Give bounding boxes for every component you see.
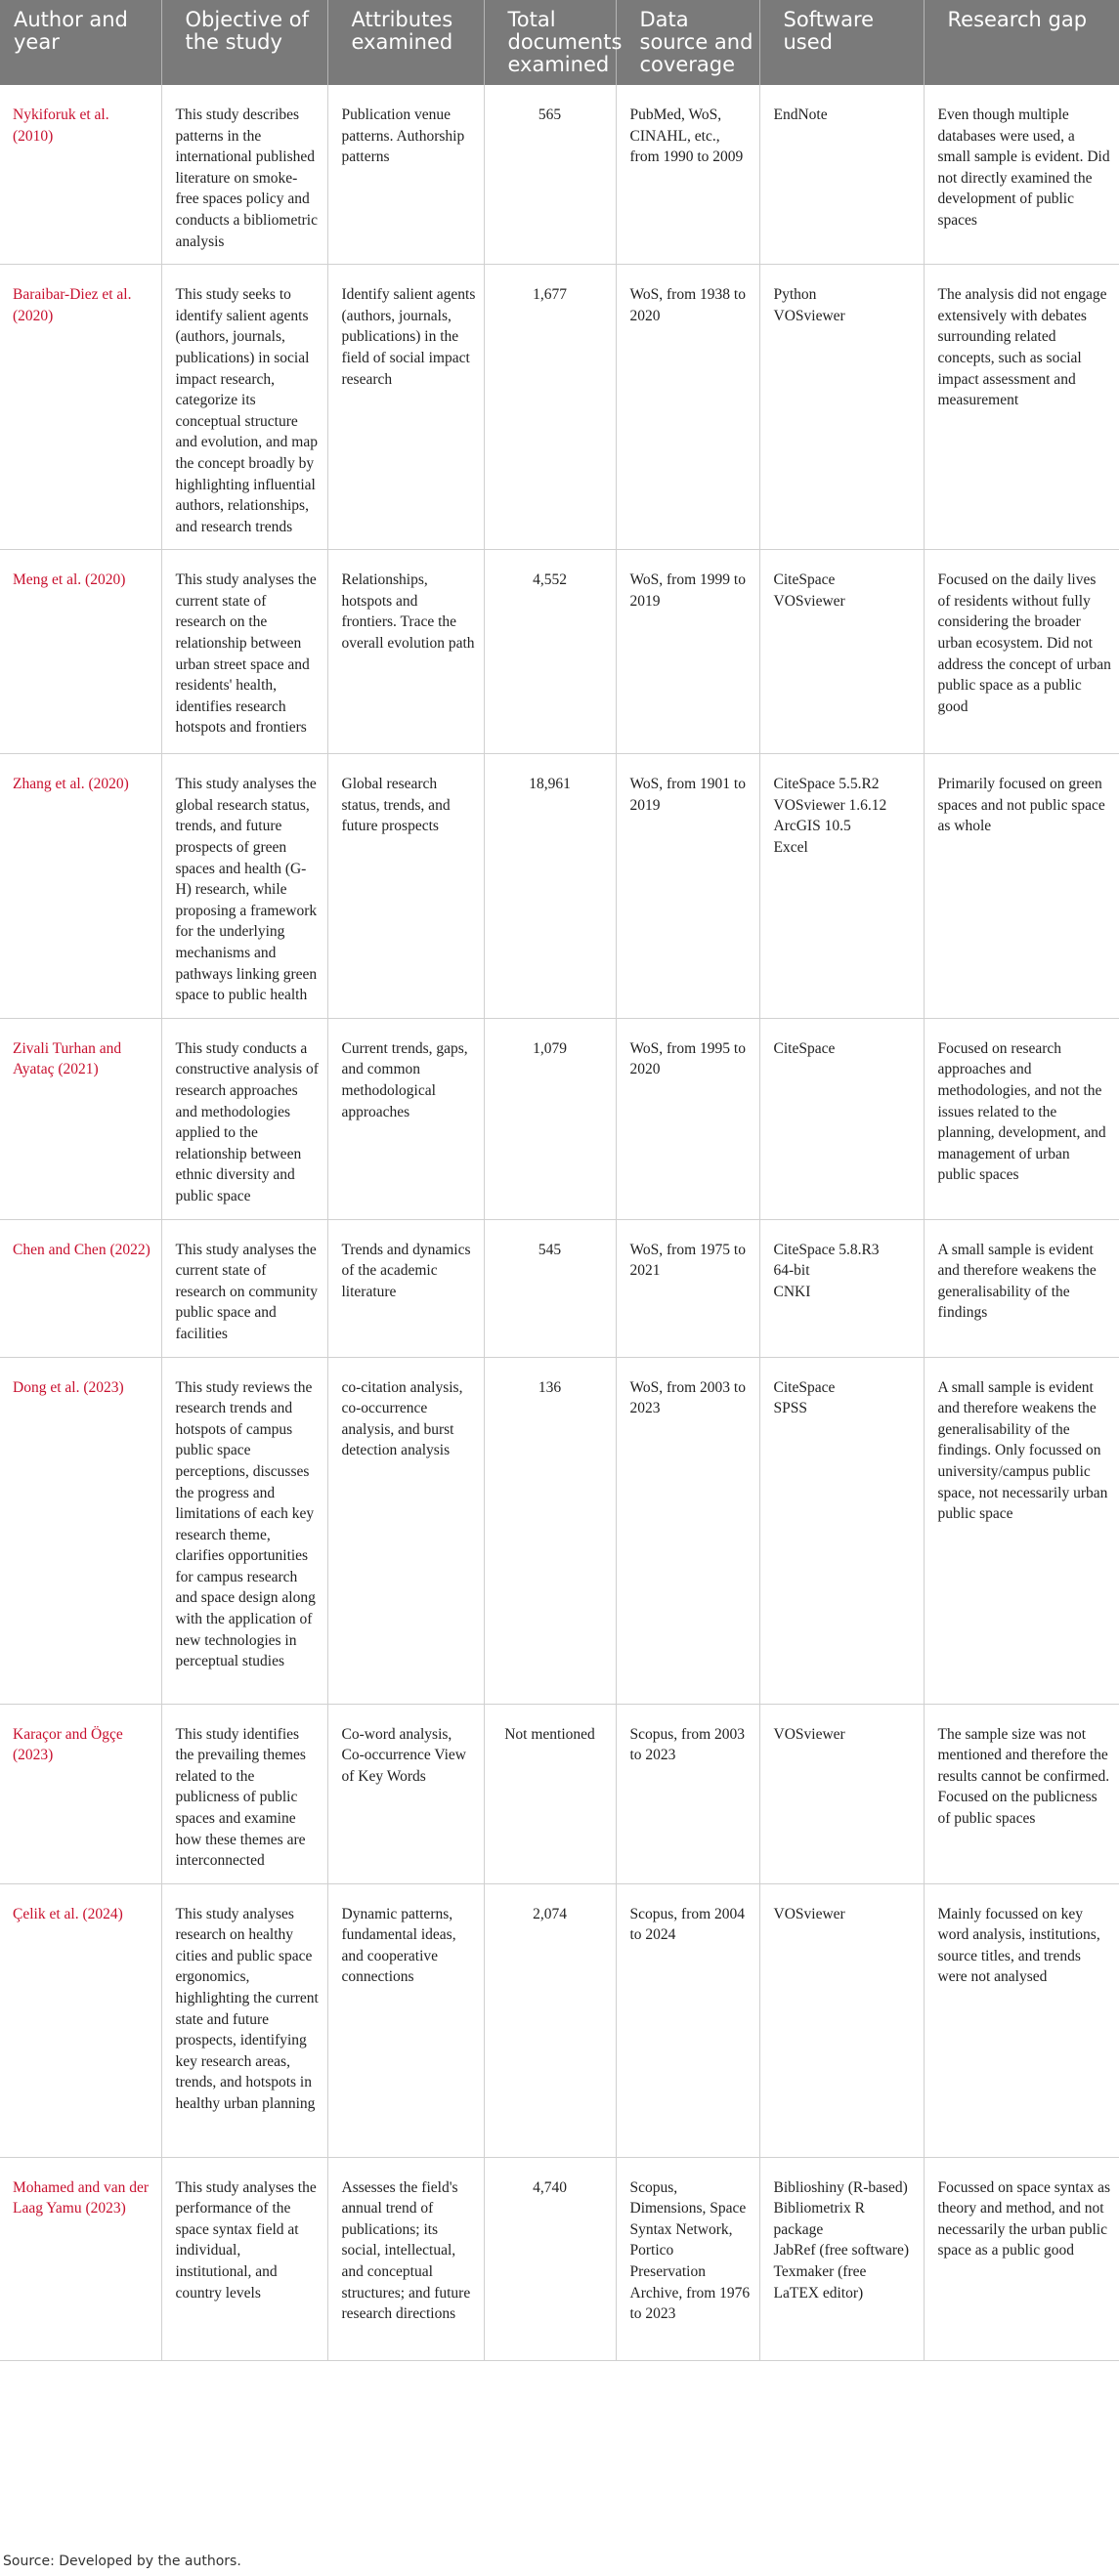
- column-header: Total documents examined: [484, 0, 616, 85]
- table-row: [0, 1357, 1119, 1704]
- total-documents-cell: 136: [484, 1357, 616, 1704]
- total-documents-cell: 4,740: [484, 2157, 616, 2360]
- total-documents-cell: 2,074: [484, 1883, 616, 2157]
- software-item: Python: [773, 286, 817, 304]
- research-gap-cell: A small sample is evident and therefore weakens the generalisability of the findings. Only focussed on university/campus public space, not necessarily urban public space: [924, 1357, 1119, 1704]
- author-citation-link[interactable]: Zhang et al. (2020): [0, 754, 161, 1019]
- software-item: VOSviewer 1.6.12: [773, 796, 887, 814]
- source-footnote: Source: Developed by the authors.: [3, 2554, 241, 2569]
- software-item: CNKI: [773, 1283, 811, 1300]
- research-gap-cell: Focussed on space syntax as theory and method, and not necessarily the urban public space as a public good: [924, 2157, 1119, 2360]
- data-source-cell: Scopus, from 2003 to 2023: [616, 1704, 759, 1883]
- total-documents-cell: 1,079: [484, 1018, 616, 1219]
- research-gap-cell: Mainly focussed on key word analysis, institutions, source titles, and trends were not analysed: [924, 1883, 1119, 2157]
- column-header: Objective of the study: [161, 0, 327, 85]
- research-gap-cell: Focused on the daily lives of residents without fully considering the broader urban ecosystem. Did not address the concept of urban public space as a public good: [924, 550, 1119, 754]
- software-item: VOSviewer: [773, 592, 845, 610]
- software-cell: [759, 1219, 924, 1357]
- attributes-cell: Current trends, gaps, and common methodological approaches: [327, 1018, 484, 1219]
- research-gap-cell: Focused on research approaches and methodologies, and not the issues related to the planning, development, and management of urban public spaces: [924, 1018, 1119, 1219]
- software-cell: [759, 754, 924, 1019]
- total-documents-cell: Not mentioned: [484, 1704, 616, 1883]
- software-item: Bibliometrix R package: [773, 2200, 865, 2238]
- attributes-cell: Co-word analysis, Co-occurrence View of Key Words: [327, 1704, 484, 1883]
- data-source-cell: WoS, from 1995 to 2020: [616, 1018, 759, 1219]
- software-item: Biblioshiny (R-based): [773, 2178, 908, 2196]
- author-citation-link[interactable]: Mohamed and van der Laag Yamu (2023): [0, 2157, 161, 2360]
- research-gap-cell: Even though multiple databases were used, a small sample is evident. Did not directly examined the development of public spaces: [924, 85, 1119, 265]
- software-item: CiteSpace: [773, 1039, 836, 1057]
- attributes-cell: Assesses the field's annual trend of publications; its social, intellectual, and conceptual structures; and future research directions: [327, 2157, 484, 2360]
- total-documents-cell: 18,961: [484, 754, 616, 1019]
- software-cell: [759, 2157, 924, 2360]
- research-gap-cell: The analysis did not engage extensively with debates surrounding related concepts, such as social impact assessment and measurement: [924, 265, 1119, 550]
- author-citation-link[interactable]: Nykiforuk et al. (2010): [0, 85, 161, 265]
- objective-cell: This study analyses research on healthy cities and public space ergonomics, highlighting the current state and future prospects, identifying key research areas, trends, and hotspots in healthy urban planning: [161, 1883, 327, 2157]
- total-documents-cell: 565: [484, 85, 616, 265]
- author-citation-link[interactable]: Chen and Chen (2022): [0, 1219, 161, 1357]
- table-row: [0, 550, 1119, 754]
- software-item: 64-bit: [773, 1262, 810, 1280]
- software-cell: [759, 550, 924, 754]
- software-cell: [759, 1704, 924, 1883]
- column-header: Author and year: [0, 0, 161, 85]
- column-header: Attributes examined: [327, 0, 484, 85]
- software-item: VOSviewer: [773, 1905, 845, 1922]
- software-item: Texmaker (free LaTEX editor): [773, 2263, 867, 2302]
- table-row: [0, 1883, 1119, 2157]
- software-item: CiteSpace: [773, 1378, 836, 1396]
- research-gap-cell: The sample size was not mentioned and therefore the results cannot be confirmed. Focused on the publicness of public spaces: [924, 1704, 1119, 1883]
- data-source-cell: Scopus, from 2004 to 2024: [616, 1883, 759, 2157]
- attributes-cell: Publication venue patterns. Authorship patterns: [327, 85, 484, 265]
- software-item: JabRef (free software): [773, 2242, 910, 2259]
- software-item: SPSS: [773, 1400, 807, 1417]
- objective-cell: This study identifies the prevailing themes related to the publicness of public spaces and examine how these themes are interconnected: [161, 1704, 327, 1883]
- total-documents-cell: 545: [484, 1219, 616, 1357]
- research-gap-cell: A small sample is evident and therefore weakens the generalisability of the findings: [924, 1219, 1119, 1357]
- data-source-cell: WoS, from 1975 to 2021: [616, 1219, 759, 1357]
- attributes-cell: Dynamic patterns, fundamental ideas, and cooperative connections: [327, 1883, 484, 2157]
- data-source-cell: WoS, from 1999 to 2019: [616, 550, 759, 754]
- software-item: EndNote: [773, 106, 828, 123]
- software-cell: [759, 85, 924, 265]
- software-item: CiteSpace 5.8.R3: [773, 1241, 880, 1258]
- data-source-cell: PubMed, WoS, CINAHL, etc., from 1990 to 2009: [616, 85, 759, 265]
- attributes-cell: Trends and dynamics of the academic literature: [327, 1219, 484, 1357]
- total-documents-cell: 4,552: [484, 550, 616, 754]
- data-source-cell: WoS, from 1938 to 2020: [616, 265, 759, 550]
- software-cell: [759, 1357, 924, 1704]
- software-cell: [759, 265, 924, 550]
- software-item: CiteSpace 5.5.R2: [773, 776, 880, 793]
- author-citation-link[interactable]: Dong et al. (2023): [0, 1357, 161, 1704]
- table-row: [0, 265, 1119, 550]
- column-header: Research gap: [924, 0, 1119, 85]
- author-citation-link[interactable]: Karaçor and Ögçe (2023): [0, 1704, 161, 1883]
- total-documents-cell: 1,677: [484, 265, 616, 550]
- objective-cell: This study seeks to identify salient agents (authors, journals, publications) in social impact research, categorize its conceptual structure and evolution, and map the concept broadly by highlighting influential authors, relationships, and research trends: [161, 265, 327, 550]
- software-cell: [759, 1018, 924, 1219]
- attributes-cell: co-citation analysis, co-occurrence analysis, and burst detection analysis: [327, 1357, 484, 1704]
- software-cell: [759, 1883, 924, 2157]
- table-row: [0, 754, 1119, 1019]
- attributes-cell: Identify salient agents (authors, journals, publications) in the field of social impact research: [327, 265, 484, 550]
- research-gap-cell: Primarily focused on green spaces and not public space as whole: [924, 754, 1119, 1019]
- table-row: [0, 85, 1119, 265]
- author-citation-link[interactable]: Meng et al. (2020): [0, 550, 161, 754]
- header-row: [0, 0, 1119, 85]
- objective-cell: This study reviews the research trends and hotspots of campus public space perceptions, discusses the progress and limitations of each key research theme, clarifies opportunities for campus research and space design along with the application of new technologies in perceptual studies: [161, 1357, 327, 1704]
- table-row: [0, 1704, 1119, 1883]
- software-item: Excel: [773, 839, 808, 857]
- objective-cell: This study conducts a constructive analysis of research approaches and methodologies applied to the relationship between ethnic diversity and public space: [161, 1018, 327, 1219]
- table-row: [0, 1018, 1119, 1219]
- objective-cell: This study analyses the current state of research on the relationship between urban street space and residents' health, identifies research hotspots and frontiers: [161, 550, 327, 754]
- objective-cell: This study analyses the current state of research on community public space and facilities: [161, 1219, 327, 1357]
- table-row: [0, 2157, 1119, 2360]
- objective-cell: This study analyses the global research status, trends, and future prospects of green spaces and health (G-H) research, while proposing a framework for the underlying mechanisms and pathways linking green space to public health: [161, 754, 327, 1019]
- software-item: VOSviewer: [773, 1725, 845, 1743]
- author-citation-link[interactable]: Zivali Turhan and Ayataç (2021): [0, 1018, 161, 1219]
- objective-cell: This study analyses the performance of the space syntax field at individual, institutional, and country levels: [161, 2157, 327, 2360]
- data-source-cell: Scopus, Dimensions, Space Syntax Network, Portico Preservation Archive, from 1976 to 2023: [616, 2157, 759, 2360]
- column-header: Data source and coverage: [616, 0, 759, 85]
- attributes-cell: Global research status, trends, and future prospects: [327, 754, 484, 1019]
- author-citation-link[interactable]: Çelik et al. (2024): [0, 1883, 161, 2157]
- data-source-cell: WoS, from 2003 to 2023: [616, 1357, 759, 1704]
- author-citation-link[interactable]: Baraibar-Diez et al. (2020): [0, 265, 161, 550]
- column-header: Software used: [759, 0, 924, 85]
- attributes-cell: Relationships, hotspots and frontiers. Trace the overall evolution path: [327, 550, 484, 754]
- table-row: [0, 1219, 1119, 1357]
- data-source-cell: WoS, from 1901 to 2019: [616, 754, 759, 1019]
- software-item: ArcGIS 10.5: [773, 818, 851, 835]
- objective-cell: This study describes patterns in the international published literature on smoke-free spaces policy and conducts a bibliometric analysis: [161, 85, 327, 265]
- software-item: VOSviewer: [773, 307, 845, 324]
- software-item: CiteSpace: [773, 571, 836, 589]
